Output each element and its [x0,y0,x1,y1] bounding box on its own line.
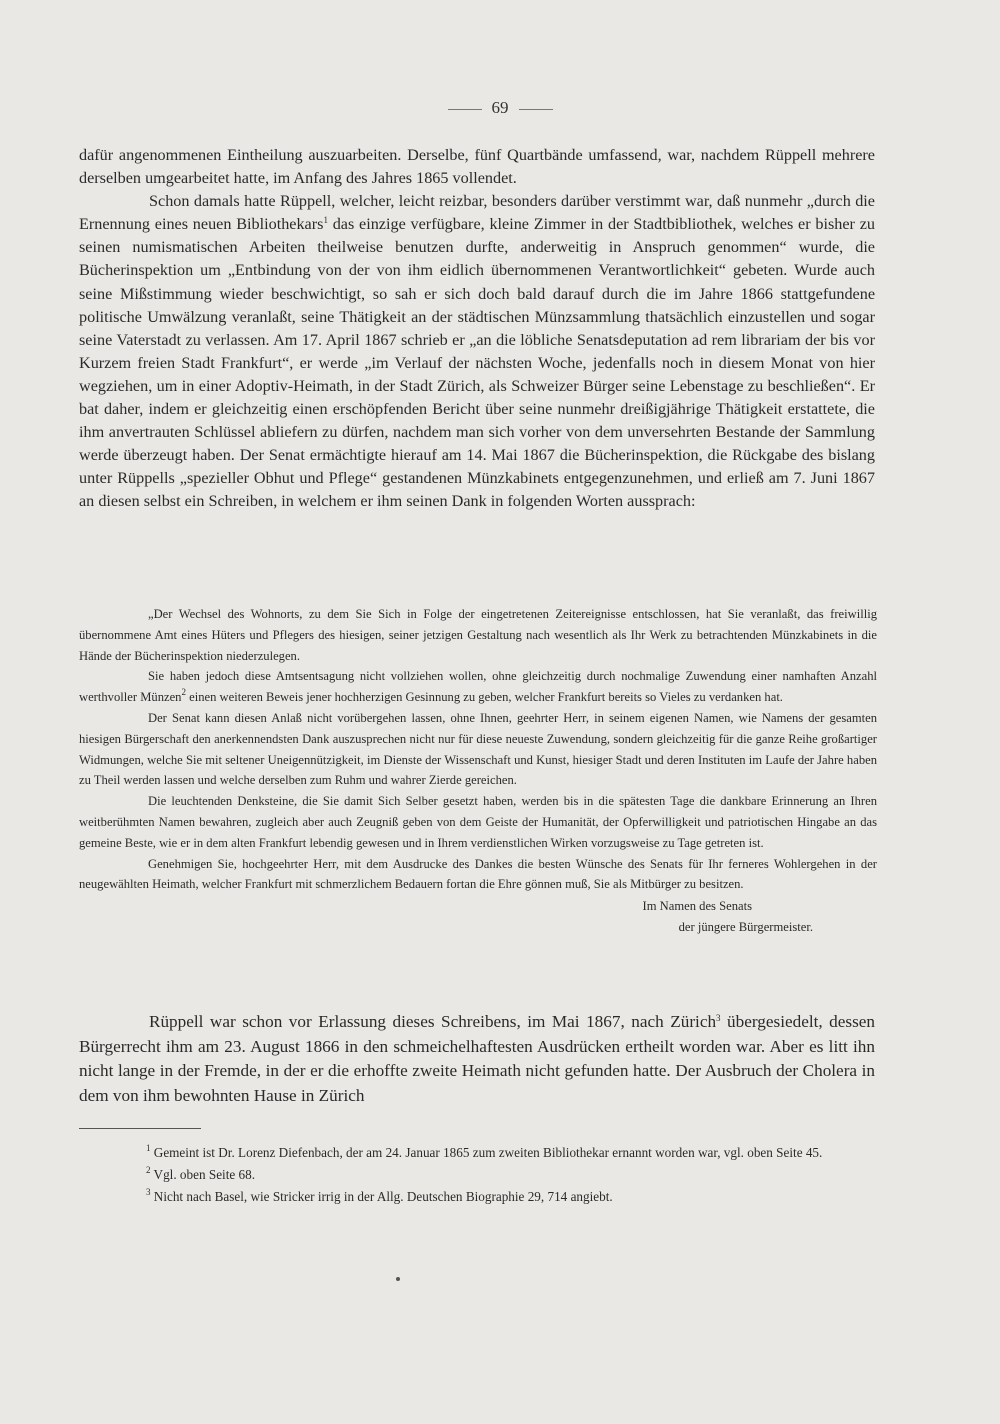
footnote-text: Gemeint ist Dr. Lorenz Diefenbach, der am 24. Januar 1865 zum zweiten Bibliothekar ernannt worden war, vgl. oben Seite 45. [150,1145,823,1160]
page-number [0,98,1000,118]
footnotes [79,1142,877,1208]
footnote [79,1186,877,1208]
quote-paragraph: „Der Wechsel des Wohnorts, zu dem Sie Sich in Folge der eingetretenen Zeitereignisse entschlossen, hat Sie veranlaßt, das freiwillig übernommene Amt eines Hüters und Pflegers des hiesigen, seiner jetzigen Gestaltung nach wesentlich als Ihr Werk zu betrachtenden Münzkabinets in die Hände der Bücherinspektion niederzulegen. [79,607,877,663]
body-text-top [79,144,875,514]
quote-paragraph: Der Senat kann diesen Anlaß nicht vorübergehen lassen, ohne Ihnen, geehrter Herr, in seinem eigenen Namen, wie Namens der gesamten hiesigen Bürgerschaft den anerkennendsten Dank auszusprechen nicht nur für diese neueste Zuwendung, sondern gleichzeitig für die ganze Reihe großartiger Widmungen, welche Sie mit seltener Uneigennützigkeit, im Dienste der Wissenschaft und Kunst, hiesiger Stadt und deren Instituten im Laufe der Jahre haben zu Theil werden lassen und welche derselben zum Ruhm und wahrer Zierde gereichen. [79,710,877,788]
page-number-text: 69 [491,98,509,117]
footnote-ref: 1 [323,215,328,226]
footnote [79,1164,877,1186]
quote-paragraph: Die leuchtenden Denksteine, die Sie damit Sich Selber gesetzt haben, werden bis in die spätesten Tage die dankbare Erinnerung an Ihren weitberühmten Namen bewahren, zugleich aber auch Zeugniß geben von dem Geiste der Humanität, der Opferwilligkeit und patriotischen Hingabe an das gemeine Beste, wie er in dem alten Frankfurt lebendig gewesen und in Ihrem verdienstlichen Wirken vorzugsweise zu Tage getreten ist. [79,794,877,850]
signature-line: der jüngere Bürgermeister. [678,920,813,935]
text-run: Schon damals hatte Rüppell, welcher, leicht reizbar, besonders darüber verstimmt war, daß nunmehr „durch die Ernennung eines neuen Bibliothekars [79,192,875,234]
text-run: Rüppell war schon vor Erlassung dieses Schreibens, im Mai 1867, nach Zürich [149,1012,717,1031]
text-run: Sie haben jedoch diese Amtsentsagung nicht vollziehen wollen, ohne gleichzeitig durch nochmalige Zuwendung einer namhaften Anzahl werthvoller Münzen [79,669,877,705]
text-run: einen weiteren Beweis jener hochherzigen Gesinnung zu geben, welcher Frankfurt bereits so Vieles zu verdanken hat. [185,690,783,705]
footnote-mark: 2 [146,1165,151,1175]
paragraph [79,1010,875,1108]
paragraph [79,190,875,513]
footnote-text: Vgl. oben Seite 68. [150,1167,256,1182]
footnote-mark: 1 [146,1143,151,1153]
quote-paragraph: Genehmigen Sie, hochgeehrter Herr, mit dem Ausdrucke des Dankes die besten Wünsche des Senats für Ihr ferneres Wohlergehen in der neugewählten Heimath, welcher Frankfurt mit schmerzlichem Bedauern fortan die Ehre gönnen muß, Sie als Mitbürger zu besitzen. [79,856,877,892]
footnote [79,1142,877,1164]
senate-letter-quote [79,604,877,937]
body-text-bottom [79,1010,875,1108]
text-run: übergesiedelt, dessen Bürgerrecht ihm am 23. August 1866 in den schmeichelhaftesten Ausdrücken ertheilt worden war. Aber es litt ihn nicht lange in der Fremde, in der er die erhoffte zweite Heimath nicht gefunden hatte. Der Ausbruch der Cholera in dem von ihm bewohnten Hause in Zürich [79,1012,875,1105]
folio-rule-right [519,109,553,110]
text-run: das einzige verfügbare, kleine Zimmer in der Stadtbibliothek, welches er bisher zu seinen numismatischen Arbeiten theilweise benutzen durfte, anderweitig in Anspruch genommen“ wurde, die Bücherinspektion um „Entbindung von der von ihm eidlich übernommenen Verantwortlichkeit“ gebeten. Wurde auch seine Mißstimmung wieder beschwichtigt, so sah er sich doch bald darauf durch die im Jahre 1866 stattgefundene politische Umwälzung veranlaßt, seine Thätigkeit an der städtischen Münzsammlung thatsächlich einzustellen und sogar seine Vaterstadt zu verlassen. Am 17. April 1867 schrieb er „an die löbliche Senatsdeputation ad rem librariam der bis vor Kurzem freien Stadt Frankfurt“, er werde „im Verlauf der nächsten Woche, jedenfalls noch in diesem Monat von hier wegziehen, um in einer Adoptiv-Heimath, in der Stadt Zürich, als Schweizer Bürger seine Lebenstage zu beschließen“. Er bat daher, indem er gleichzeitig einen erschöpfenden Bericht über seine nunmehr dreißigjährige Thätigkeit erstattete, die ihm anvertrauten Schlüssel abliefern zu dürfen, nachdem man sich vorher von dem unversehrten Bestande der Sammlung werde überzeugt haben. Der Senat ermächtigte hierauf am 14. Mai 1867 die Bücherinspektion, die Rückgabe des bislang unter Rüppells „spezieller Obhut und Pflege“ gestandenen Münzkabinets entgegenzunehmen, und erließ am 7. Juni 1867 an diesen selbst ein Schreiben, in welchem er ihm seinen Dank in folgenden Worten aussprach: [79,215,875,511]
paper-speck [396,1277,400,1281]
signature-line: Im Namen des Senats [642,899,752,914]
footnote-text: Nicht nach Basel, wie Stricker irrig in der Allg. Deutschen Biographie 29, 714 angiebt. [150,1189,613,1204]
folio-rule-left [448,109,482,110]
footnote-ref: 3 [716,1013,721,1023]
footnote-rule [79,1128,201,1129]
footnote-ref: 2 [181,687,186,698]
footnote-mark: 3 [146,1187,151,1197]
quote-paragraph [79,666,877,708]
paragraph: dafür angenommenen Eintheilung auszuarbeiten. Derselbe, fünf Quartbände umfassend, war, nachdem Rüppell mehrere derselben umgearbeitet hatte, im Anfang des Jahres 1865 vollendet. [79,146,875,188]
